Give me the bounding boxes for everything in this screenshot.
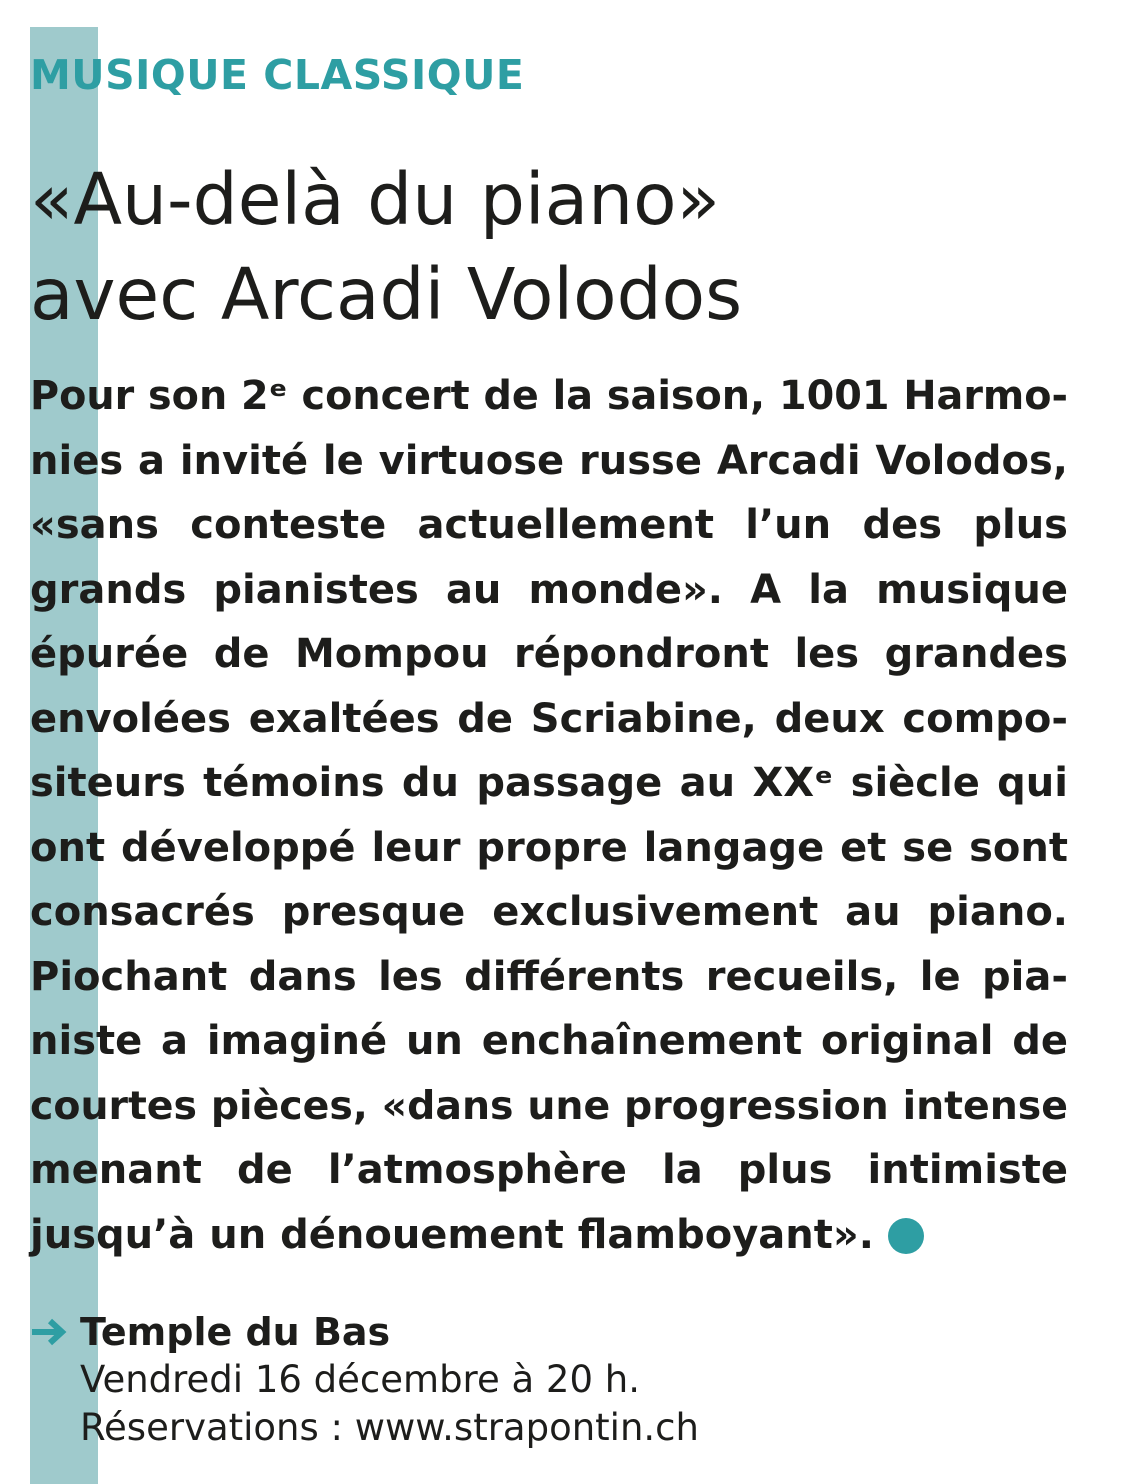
body-line: envolées exaltées de Scriabine, deux compo- bbox=[30, 695, 1068, 742]
section-kicker: MUSIQUE CLASSIQUE bbox=[30, 51, 525, 99]
event-info bbox=[30, 1308, 930, 1452]
body-line-last bbox=[30, 1203, 1068, 1268]
event-date-time: Vendredi 16 décembre à 20 h. bbox=[80, 1358, 640, 1401]
body-line: courtes pièces, «dans une progression intense bbox=[30, 1082, 1068, 1129]
body-line: siteurs témoins du passage au XXᵉ siècle qui bbox=[30, 760, 1068, 806]
headline-line: «Au-delà du piano» bbox=[30, 158, 720, 241]
venue-row bbox=[30, 1308, 930, 1356]
body-line: «sans conteste actuellement l’un des plus bbox=[30, 502, 1068, 548]
body-line: épurée de Mompou répondront les grandes bbox=[30, 631, 1068, 677]
body-line: niste a imaginé un enchaînement original de bbox=[30, 1018, 1068, 1064]
reservations-link[interactable]: Réservations : www.strapontin.ch bbox=[80, 1406, 699, 1449]
venue-name: Temple du Bas bbox=[80, 1310, 391, 1354]
body-line: menant de l’atmosphère la plus intimiste bbox=[30, 1147, 1068, 1193]
article-body bbox=[30, 364, 1068, 1267]
arrow-right-icon bbox=[30, 1313, 70, 1351]
article-headline bbox=[30, 152, 742, 342]
headline-line: avec Arcadi Volodos bbox=[30, 253, 743, 336]
body-line: ont développé leur propre langage et se sont bbox=[30, 824, 1068, 871]
body-line: Piochant dans les différents recueils, le pia- bbox=[30, 953, 1068, 1000]
body-line: Pour son 2ᵉ concert de la saison, 1001 Harmo- bbox=[30, 373, 1068, 419]
body-line: grands pianistes au monde». A la musique bbox=[30, 566, 1068, 613]
body-line: consacrés presque exclusivement au piano. bbox=[30, 889, 1068, 935]
dot-icon bbox=[888, 1218, 924, 1254]
body-line: nies a invité le virtuose russe Arcadi Volodos, bbox=[30, 437, 1068, 484]
body-line-text: jusqu’à un dénouement flamboyant». bbox=[30, 1211, 874, 1258]
